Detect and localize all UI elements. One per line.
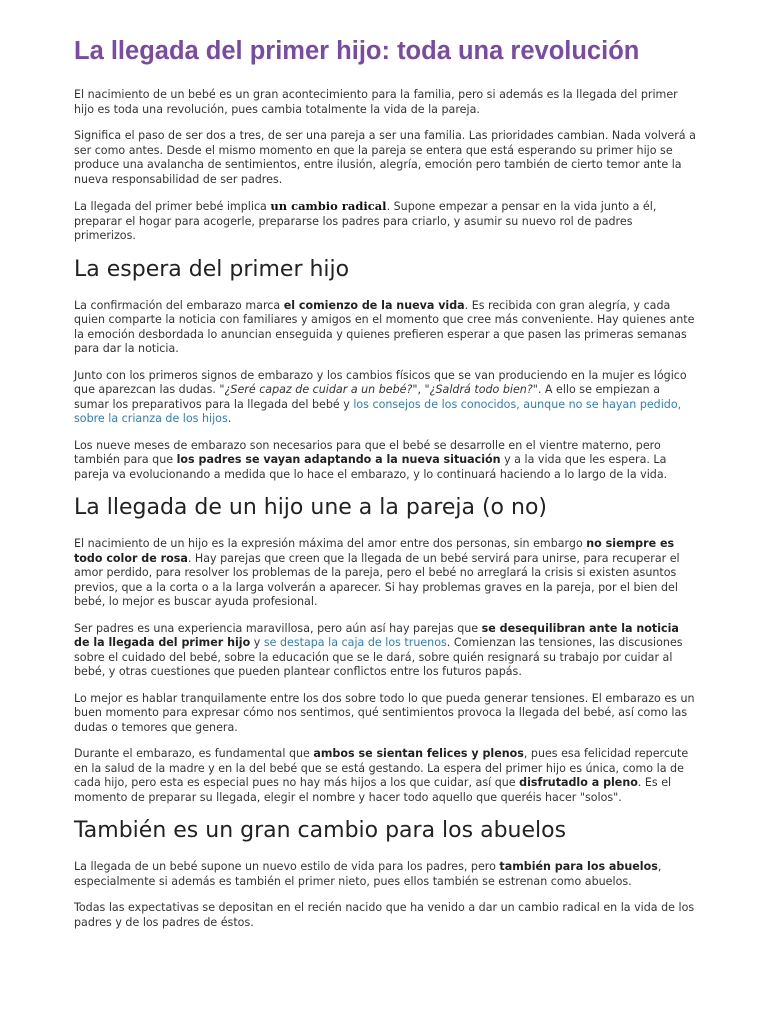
text-run: y bbox=[250, 636, 264, 649]
text-run: . Es el momento de preparar su llegada, elegir el nombre y hacer todo aquello que queréis hacer "solos". bbox=[74, 776, 672, 804]
text-run: , especialmente si además es también el primer nieto, pues ellos también se estrenan como abuelos. bbox=[74, 860, 662, 888]
emphasis-text: ambos se sientan felices y plenos bbox=[313, 747, 524, 760]
text-run: Junto con los primeros signos de embarazo y los cambios físicos que se van produciendo en la mujer es lógico que aparezcan las dudas. " bbox=[74, 368, 687, 396]
text-run: , pues esa felicidad repercute en la salud de la madre y en la del bebé que se está gestando. La espera del primer hijo es única, como la de cada hijo, pero esta es especial pues no hay más hijos a los que cuidar, así que bbox=[74, 747, 689, 789]
intro-paragraph-2: Significa el paso de ser dos a tres, de ser una pareja a ser una familia. Las prioridades cambian. Nada volverá a ser como antes. Desde el mismo momento en que la pareja se entera que está esperando su primer hijo se produce una avalancha de sentimientos, entre ilusión, alegría, emoción pero también de cierto temor ante la nueva responsabilidad de ser padres. bbox=[74, 129, 696, 186]
espera-paragraph-2 bbox=[74, 369, 696, 427]
text-run: Ser padres es una experiencia maravillosa, pero aún así hay parejas que bbox=[74, 621, 482, 635]
section-heading-espera: La espera del primer hijo bbox=[74, 256, 350, 282]
text-run: El nacimiento de un hijo es la expresión máxima del amor entre dos personas, sin embargo bbox=[74, 537, 587, 550]
emphasis-text: disfrutadlo a pleno bbox=[519, 776, 638, 789]
emphasis-text: un cambio radical bbox=[270, 199, 387, 213]
pareja-paragraph-1 bbox=[74, 537, 696, 610]
text-run: . Es recibida con gran alegría, y cada quien comparte la noticia con familiares y amigos en el momento que cree más conveniente. Hay quienes ante la emoción desbordada lo anuncian enseguida y quienes prefieren esperar a que pasen las primeras semanas para dar la noticia. bbox=[74, 298, 695, 355]
text-run: Durante el embarazo, es fundamental que bbox=[74, 747, 314, 760]
page-title: La llegada del primer hijo: toda una revolución bbox=[74, 37, 640, 65]
emphasis-text: no siempre es todo color de rosa bbox=[74, 537, 675, 565]
italic-quote: ¿Seré capaz de cuidar a un bebé? bbox=[224, 383, 413, 396]
consejos-link[interactable]: los consejos de los conocidos, aunque no se hayan pedido, sobre la crianza de los hijos bbox=[74, 397, 682, 425]
abuelos-paragraph-1 bbox=[74, 860, 696, 889]
emphasis-text: se desequilibran ante la noticia de la llegada del primer hijo bbox=[74, 621, 679, 649]
text-run: y a la vida que les espera. La pareja va evolucionando a medida que lo hace el embarazo, y lo continuará haciendo a lo largo de la vida. bbox=[74, 453, 668, 481]
text-run: . Supone empezar a pensar en la vida junto a él, preparar el hogar para acogerle, prepararse los padres para criarlo, y asumir su nuevo rol de padres primerizos. bbox=[74, 200, 657, 242]
text-run: . Hay parejas que creen que la llegada de un bebé servirá para unirse, para recuperar el amor perdido, para resolver los problemas de la pareja, pero el bebé no arreglará la crisis si existen asuntos previos, que a la corta o a la larga volverán a aparecer. Si hay problemas graves en la pareja, por el bien del bebé, lo mejor es buscar ayuda profesional. bbox=[74, 551, 680, 608]
pareja-paragraph-2 bbox=[74, 622, 696, 680]
emphasis-text: los padres se vayan adaptando a la nueva situación bbox=[176, 453, 501, 466]
caja-truenos-link[interactable]: se destapa la caja de los truenos bbox=[263, 636, 447, 649]
emphasis-text: el comienzo de la nueva vida bbox=[283, 298, 465, 312]
italic-quote: ¿Saldrá todo bien? bbox=[429, 383, 533, 396]
emphasis-text: también para los abuelos bbox=[499, 860, 658, 873]
section-heading-abuelos: También es un gran cambio para los abuelos bbox=[74, 818, 567, 843]
text-run: Los nueve meses de embarazo son necesarios para que el bebé se desarrolle en el vientre materno, pero también para que bbox=[74, 438, 661, 466]
pareja-paragraph-4 bbox=[74, 747, 696, 805]
text-run: ", " bbox=[412, 383, 430, 396]
text-run: La confirmación del embarazo marca bbox=[74, 298, 284, 312]
intro-paragraph-1: El nacimiento de un bebé es un gran acontecimiento para la familia, pero si además es la llegada del primer hijo es toda una revolución, pues cambia totalmente la vida de la pareja. bbox=[74, 88, 678, 116]
pareja-paragraph-3: Lo mejor es hablar tranquilamente entre los dos sobre todo lo que pueda generar tensiones. El embarazo es un buen momento para expresar cómo nos sentimos, qué sentimientos provoca la llegada del bebé, así como las dudas o temores que genera. bbox=[74, 691, 695, 734]
intro-paragraph-3 bbox=[74, 199, 696, 244]
espera-paragraph-1 bbox=[74, 299, 696, 357]
text-run: La llegada de un bebé supone un nuevo estilo de vida para los padres, pero bbox=[74, 860, 500, 873]
text-run: ". A ello se empiezan a sumar los preparativos para la llegada del bebé y bbox=[74, 383, 660, 411]
espera-paragraph-3 bbox=[74, 439, 696, 483]
text-run: . bbox=[227, 412, 232, 425]
text-run: La llegada del primer bebé implica bbox=[74, 200, 271, 213]
abuelos-paragraph-2: Todas las expectativas se depositan en el recién nacido que ha venido a dar un cambio radical en la vida de los padres y de los padres de éstos. bbox=[74, 901, 695, 929]
section-heading-pareja: La llegada de un hijo une a la pareja (o no) bbox=[74, 495, 547, 520]
text-run: . Comienzan las tensiones, las discusiones sobre el cuidado del bebé, sobre la educación que se le dará, sobre quién resignará su trabajo por cuidar al bebé, y otras cuestiones que pueden plantear conflictos entre los futuros papás. bbox=[74, 636, 683, 678]
